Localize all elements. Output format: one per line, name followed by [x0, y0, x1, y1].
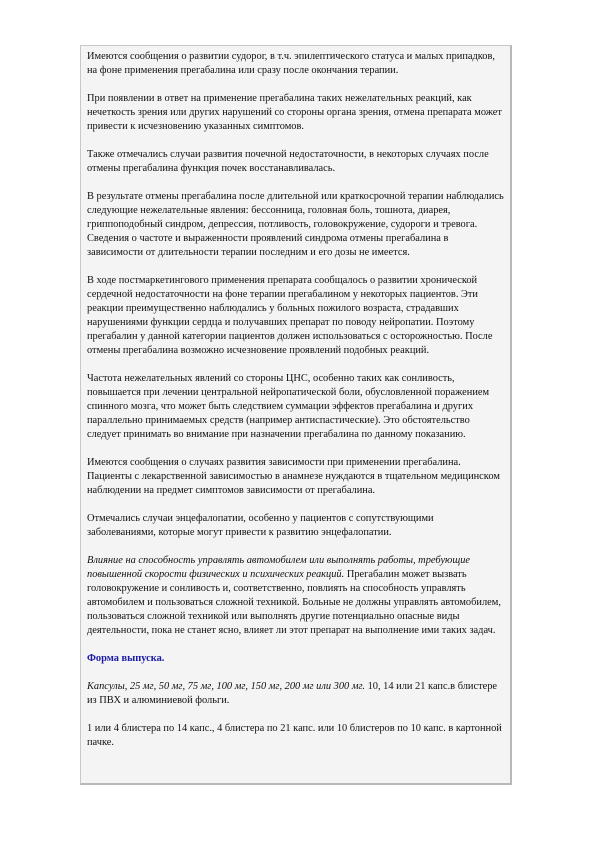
capsules-blister: 10, 14 или 21 капс.в блистере из ПВХ и алюминиевой фольги.: [87, 681, 498, 706]
section-heading-form: Форма выпуска.: [87, 653, 165, 664]
paragraph-seizures: Имеются сообщения о развитии судорог, в т.ч. эпилептического статуса и малых припадков, на фоне применения прегабалина или сразу после окончания терапии.: [87, 51, 496, 76]
paragraph-dependence: Имеются сообщения о случаях развития зависимости при применении прегабалина. Пациенты с лекарственной зависимостью в анамнезе нуждаются в тщательном медицинском наблюдении на предмет симптомов зависимости от прегабалина.: [87, 457, 500, 496]
paragraph-driving: [87, 554, 504, 638]
document-panel: [80, 45, 512, 785]
paragraph-encephalopathy: Отмечались случаи энцефалопатии, особенно у пациентов с сопутствующими заболеваниями, которые могут привести к развитию энцефалопатии.: [87, 513, 434, 538]
paragraph-packaging: 1 или 4 блистера по 14 капс., 4 блистера по 21 капс. или 10 блистеров по 10 капс. в картонной пачке.: [87, 723, 502, 748]
driving-text: Прегабалин может вызвать головокружение и сонливость и, соответственно, повлиять на способность управлять автомобилем и пользоваться сложной техникой. Больные не должны управлять автомобилем, пользоваться сложной техникой или выполнять другие потенциально опасные виды деятельности, пока не станет ясно, влияет ли этот препарат на выполнение ими таких задач.: [87, 569, 501, 636]
capsules-doses: Капсулы, 25 мг, 50 мг, 75 мг, 100 мг, 150 мг, 200 мг или 300 мг.: [87, 681, 365, 692]
paragraph-renal: Также отмечались случаи развития почечной недостаточности, в некоторых случаях после отмены прегабалина функция почек восстанавливалась.: [87, 149, 489, 174]
paragraph-vision: При появлении в ответ на применение прегабалина таких нежелательных реакций, как нечеткость зрения или других нарушений со стороны органа зрения, отмена препарата может привести к исчезновению указанных симптомов.: [87, 93, 502, 132]
paragraph-cns: Частота нежелательных явлений со стороны ЦНС, особенно таких как сонливость, повышается при лечении центральной нейропатической боли, обусловленной поражением спинного мозга, что может быть следствием суммации эффектов прегабалина и других параллельно принимаемых средств (например антиспастические). Это обстоятельство следует принимать во внимание при назначении прегабалина по данному показанию.: [87, 373, 490, 440]
driving-title: Влияние на способность управлять автомобилем или выполнять работы, требующие повышенной скорости физических и психических реакций.: [87, 555, 471, 580]
paragraph-heart-failure: В ходе постмаркетингового применения препарата сообщалось о развитии хронической сердечной недостаточности на фоне терапии прегабалином у некоторых пациентов. Эти реакции преимущественно наблюдались у больных пожилого возраста, страдавших нарушениями функции сердца и получавших препарат по поводу нейропатии. Поэтому прегабалин у данной категории пациентов должен использоваться с осторожностью. После отмены прегабалина возможно исчезновение проявлений подобных реакций.: [87, 275, 493, 356]
paragraph-capsules: [87, 680, 504, 708]
paragraph-withdrawal: В результате отмены прегабалина после длительной или краткосрочной терапии наблюдались следующие нежелательные явления: бессонница, головная боль, тошнота, диарея, гриппоподобный синдром, депрессия, потливость, головокружение, судороги и тревога. Сведения о частоте и выраженности проявлений синдрома отмены прегабалина в зависимости от длительности терапии последним и его дозы не имеется.: [87, 191, 504, 258]
